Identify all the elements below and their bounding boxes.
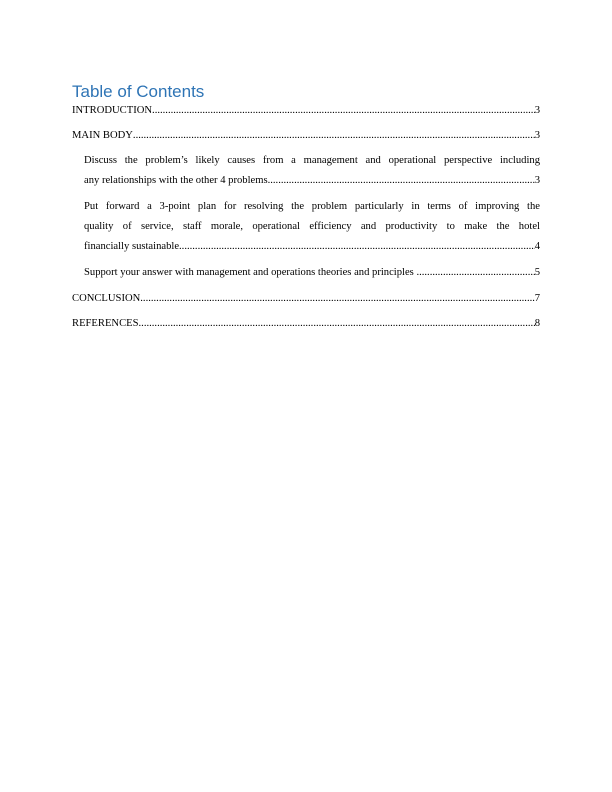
toc-entry-support-answer[interactable]	[72, 263, 540, 283]
dot-leader	[152, 101, 535, 121]
toc-entry-discuss-causes[interactable]	[72, 151, 540, 191]
toc-page-number: 5	[534, 267, 540, 278]
dot-leader	[416, 263, 534, 283]
toc-entry-label: financially sustainable	[84, 241, 180, 252]
toc-page-number: 3	[534, 130, 540, 141]
toc-entry-three-point-plan[interactable]	[72, 197, 540, 257]
toc-page-number: 4	[534, 241, 540, 252]
toc-entry-introduction[interactable]	[72, 101, 540, 121]
table-of-contents	[72, 101, 540, 339]
dot-leader	[140, 289, 534, 309]
toc-entry-conclusion[interactable]	[72, 289, 540, 309]
dot-leader	[139, 314, 535, 334]
toc-entry-label: CONCLUSION	[72, 293, 141, 304]
toc-entry-label: REFERENCES	[72, 318, 139, 329]
toc-title: Table of Contents	[72, 82, 205, 101]
toc-entry-label: Support your answer with management and operations theories and principles	[84, 267, 417, 278]
toc-entry-label: any relationships with the other 4 problems	[84, 175, 268, 186]
toc-page-number: 7	[534, 293, 540, 304]
toc-entry-main-body[interactable]	[72, 126, 540, 146]
toc-page-number: 8	[534, 318, 540, 329]
dot-leader	[268, 171, 535, 191]
toc-entry-text-line: quality of service, staff morale, operational efficiency and productivity to make the hotel	[84, 221, 540, 232]
toc-entry-label: MAIN BODY	[72, 130, 133, 141]
toc-entry-references[interactable]	[72, 314, 540, 334]
dot-leader	[133, 126, 535, 146]
toc-entry-text-line: Discuss the problem’s likely causes from a management and operational perspective including	[84, 155, 540, 166]
toc-entry-text-line: Put forward a 3-point plan for resolving the problem particularly in terms of improving the	[84, 201, 540, 212]
toc-page-number: 3	[534, 105, 540, 116]
toc-entry-label: INTRODUCTION	[72, 105, 153, 116]
toc-page-number: 3	[534, 175, 540, 186]
dot-leader	[179, 237, 535, 257]
